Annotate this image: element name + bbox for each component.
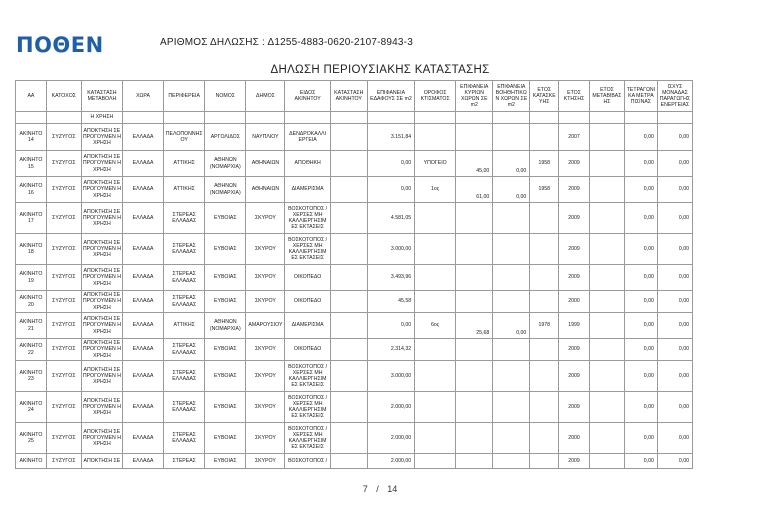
table-cell — [415, 124, 456, 151]
table-cell: ΑΚΙΝΗΤΟ 17 — [16, 203, 47, 234]
table-cell — [456, 124, 493, 151]
table-cell — [589, 124, 624, 151]
table-cell: ΕΥΒΟΙΑΣ — [205, 339, 246, 361]
table-cell: ΣΥΖΥΓΟΣ — [46, 291, 81, 313]
table-row — [16, 234, 693, 265]
table-cell — [493, 291, 530, 313]
table-cell: ΕΛΛΑΔΑ — [122, 291, 163, 313]
table-cell: ΑΘΗΝΩΝ (ΝΟΜΑΡΧΙΑ) — [205, 151, 246, 177]
table-cell: ΑΠΟΚΤΗΣΗ ΣΕ ΠΡΟΓΟΥΜΕΝ Η ΧΡΗΣΗ — [81, 265, 122, 291]
table-cell: 0,00 — [624, 124, 657, 151]
total-pages: 14 — [387, 484, 398, 494]
table-cell: ΣΥΖΥΓΟΣ — [46, 203, 81, 234]
table-cell: 61,00 — [456, 177, 493, 203]
table-cell — [330, 361, 367, 392]
table-cell: ΣΥΖΥΓΟΣ — [46, 392, 81, 423]
table-cell — [456, 454, 493, 469]
table-row — [16, 361, 693, 392]
table-cell: 0,00 — [367, 313, 414, 339]
table-cell: ΑΠΟΚΤΗΣΗ ΣΕ — [81, 454, 122, 469]
page-indicator — [0, 484, 760, 494]
table-cell: ΣΤΕΡΕΑΣ ΕΛΛΑΔΑΣ — [164, 234, 205, 265]
table-cell — [493, 423, 530, 454]
table-cell — [456, 112, 493, 124]
table-cell — [330, 313, 367, 339]
table-cell — [205, 112, 246, 124]
table-cell: 0,00 — [624, 361, 657, 392]
table-cell — [456, 234, 493, 265]
table-cell: ΑΚΙΝΗΤΟ 20 — [16, 291, 47, 313]
table-cell — [493, 203, 530, 234]
table-cell: 0,00 — [657, 361, 692, 392]
table-cell: 0,00 — [493, 177, 530, 203]
table-cell — [415, 454, 456, 469]
declaration-number: ΑΡΙΘΜΟΣ ΔΗΛΩΣΗΣ : Δ1255-4883-0620-2107-8943-3 — [160, 37, 413, 48]
table-cell — [493, 124, 530, 151]
table-cell: 2.000,00 — [367, 423, 414, 454]
table-cell: 0,00 — [624, 392, 657, 423]
table-row — [16, 265, 693, 291]
table-cell: 6ος — [415, 313, 456, 339]
table-cell: ΑΘΗΝΩΝ (ΝΟΜΑΡΧΙΑ) — [205, 177, 246, 203]
table-cell — [589, 361, 624, 392]
table-cell — [530, 339, 559, 361]
table-cell — [589, 112, 624, 124]
table-cell — [624, 112, 657, 124]
table-cell — [456, 291, 493, 313]
table-cell: ΑΚΙΝΗΤΟ 21 — [16, 313, 47, 339]
table-cell: ΑΚΙΝΗΤΟ 25 — [16, 423, 47, 454]
table-cell: 45,58 — [367, 291, 414, 313]
table-cell: ΥΠΟΓΕΙΟ — [415, 151, 456, 177]
table-cell: ΣΚΥΡΟΥ — [246, 423, 285, 454]
table-cell: ΕΛΛΑΔΑ — [122, 265, 163, 291]
table-cell: 3.493,96 — [367, 265, 414, 291]
table-cell: 2009 — [559, 265, 590, 291]
table-cell: 0,00 — [367, 151, 414, 177]
table-cell — [164, 112, 205, 124]
table-row — [16, 151, 693, 177]
table-cell: 45,00 — [456, 151, 493, 177]
table-cell: 2.000,00 — [367, 454, 414, 469]
table-cell: ΝΑΥΠΛΙΟΥ — [246, 124, 285, 151]
table-cell: 2009 — [559, 392, 590, 423]
table-cell: ΑΤΤΙΚΗΣ — [164, 313, 205, 339]
table-cell — [415, 423, 456, 454]
table-cell — [456, 361, 493, 392]
table-cell: ΕΛΛΑΔΑ — [122, 392, 163, 423]
table-cell — [493, 112, 530, 124]
table-cell — [330, 454, 367, 469]
table-cell — [415, 392, 456, 423]
table-cell — [657, 112, 692, 124]
table-cell: ΑΤΤΙΚΗΣ — [164, 177, 205, 203]
table-cell — [530, 124, 559, 151]
table-row — [16, 423, 693, 454]
table-cell: ΕΛΛΑΔΑ — [122, 151, 163, 177]
column-header: ΧΩΡΑ — [122, 81, 163, 112]
table-cell: 0,00 — [493, 151, 530, 177]
table-row — [16, 454, 693, 469]
table-cell — [46, 112, 81, 124]
table-cell: ΑΚΙΝΗΤΟ 19 — [16, 265, 47, 291]
table-cell — [415, 112, 456, 124]
table-cell — [415, 339, 456, 361]
table-cell: ΣΥΖΥΓΟΣ — [46, 151, 81, 177]
table-cell — [285, 112, 330, 124]
table-row — [16, 339, 693, 361]
table-cell: 0,00 — [624, 265, 657, 291]
table-cell: ΣΥΖΥΓΟΣ — [46, 313, 81, 339]
table-cell: 0,00 — [624, 203, 657, 234]
table-cell: 0,00 — [624, 177, 657, 203]
table-cell: ΑΠΟΘΗΚΗ — [285, 151, 330, 177]
table-cell: ΔΙΑΜΕΡΙΣΜΑ — [285, 313, 330, 339]
table-cell: ΣΚΥΡΟΥ — [246, 291, 285, 313]
table-cell — [589, 203, 624, 234]
table-cell: ΣΚΥΡΟΥ — [246, 454, 285, 469]
table-cell — [530, 265, 559, 291]
table-cell: 2000 — [559, 423, 590, 454]
table-cell: ΑΚΙΝΗΤΟ 18 — [16, 234, 47, 265]
table-cell: ΑΘΗΝΩΝ (ΝΟΜΑΡΧΙΑ) — [205, 313, 246, 339]
table-cell — [415, 291, 456, 313]
table-cell: 2007 — [559, 124, 590, 151]
table-cell — [456, 265, 493, 291]
table-cell — [122, 112, 163, 124]
table-cell: 1999 — [559, 313, 590, 339]
table-cell — [589, 151, 624, 177]
table-cell: ΒΟΣΚΟΤΟΠΟΣ / ΧΕΡΣΕΣ ΜΗ ΚΑΛΛΙΕΡΓΗΣΙΜ ΕΣ ΕΚΤΑΣΕΙΣ — [285, 234, 330, 265]
table-cell — [415, 203, 456, 234]
table-cell — [330, 339, 367, 361]
table-cell — [415, 361, 456, 392]
table-cell — [530, 234, 559, 265]
table-cell: ΕΥΒΟΙΑΣ — [205, 203, 246, 234]
table-cell — [530, 392, 559, 423]
table-cell — [530, 361, 559, 392]
table-cell: ΕΛΛΑΔΑ — [122, 313, 163, 339]
table-cell: ΑΘΗΝΑΙΩΝ — [246, 177, 285, 203]
table-row — [16, 313, 693, 339]
table-cell — [493, 361, 530, 392]
table-cell: 0,00 — [657, 265, 692, 291]
table-cell: 2009 — [559, 454, 590, 469]
table-cell: 0,00 — [493, 313, 530, 339]
table-row — [16, 124, 693, 151]
table-cell: 3.000,00 — [367, 361, 414, 392]
table-cell: ΑΠΟΚΤΗΣΗ ΣΕ ΠΡΟΓΟΥΜΕΝ Η ΧΡΗΣΗ — [81, 124, 122, 151]
table-cell: ΕΛΛΑΔΑ — [122, 124, 163, 151]
table-cell: 0,00 — [657, 423, 692, 454]
table-cell — [330, 423, 367, 454]
column-header: ΕΤΟΣ ΚΑΤΑΣΚΕΥΗΣ — [530, 81, 559, 112]
column-header: ΝΟΜΟΣ — [205, 81, 246, 112]
table-cell: ΣΤΕΡΕΑΣ ΕΛΛΑΔΑΣ — [164, 339, 205, 361]
table-cell — [415, 234, 456, 265]
table-cell: ΔΙΑΜΕΡΙΣΜΑ — [285, 177, 330, 203]
table-cell: ΣΤΕΡΕΑΣ ΕΛΛΑΔΑΣ — [164, 423, 205, 454]
table-cell: 0,00 — [657, 177, 692, 203]
table-cell — [589, 423, 624, 454]
table-cell — [330, 291, 367, 313]
table-cell: 4.581,05 — [367, 203, 414, 234]
table-cell: 0,00 — [657, 151, 692, 177]
assets-table — [15, 80, 693, 469]
table-cell: ΕΛΛΑΔΑ — [122, 339, 163, 361]
table-cell: ΠΕΛΟΠΟΝΝΗΣ ΟΥ — [164, 124, 205, 151]
table-cell — [330, 265, 367, 291]
column-header: ΕΠΙΦΑΝΕΙΑ ΕΔΑΦΟΥΣ ΣΕ m2 — [367, 81, 414, 112]
table-cell: ΕΛΛΑΔΑ — [122, 203, 163, 234]
table-cell — [493, 339, 530, 361]
column-header: ΙΣΧΥΣ ΜΟΝΑΔΑΣ ΠΑΡΑΓΩΓΗΣ ΕΝΕΡΓΕΙΑΣ — [657, 81, 692, 112]
table-cell: ΣΤΕΡΕΑΣ — [164, 454, 205, 469]
column-header: ΕΤΟΣ ΜΕΤΑΒΙΒΑΣΗΣ — [589, 81, 624, 112]
table-cell: 2009 — [559, 339, 590, 361]
table-cell: 0,00 — [657, 392, 692, 423]
table-cell: 0,00 — [657, 339, 692, 361]
table-cell: ΕΥΒΟΙΑΣ — [205, 361, 246, 392]
table-cell: ΑΠΟΚΤΗΣΗ ΣΕ ΠΡΟΓΟΥΜΕΝ Η ΧΡΗΣΗ — [82, 292, 121, 311]
table-cell: ΕΥΒΟΙΑΣ — [205, 234, 246, 265]
table-cell: ΣΚΥΡΟΥ — [246, 361, 285, 392]
table-row — [16, 112, 693, 124]
table-cell — [589, 339, 624, 361]
table-cell: ΑΘΗΝΑΙΩΝ — [246, 151, 285, 177]
app-logo: ΠΟΘΕΝ — [16, 33, 104, 57]
column-header: ΤΕΤΡΑΓΩΝΙΚΑ ΜΕΤΡΑ ΠΙΣΙΝΑΣ — [624, 81, 657, 112]
table-header-row — [16, 81, 693, 112]
table-cell: ΣΥΖΥΓΟΣ — [46, 265, 81, 291]
table-cell: 0,00 — [657, 203, 692, 234]
table-cell: ΣΚΥΡΟΥ — [246, 265, 285, 291]
table-cell: 0,00 — [624, 234, 657, 265]
table-cell: 3.151,84 — [367, 124, 414, 151]
table-cell: ΣΤΕΡΕΑΣ ΕΛΛΑΔΑΣ — [164, 265, 205, 291]
table-cell: 0,00 — [657, 291, 692, 313]
table-cell: ΑΚΙΝΗΤΟ 24 — [16, 392, 47, 423]
table-cell: ΑΡΓΟΛΙΔΟΣ — [205, 124, 246, 151]
table-cell: 0,00 — [657, 234, 692, 265]
table-cell: ΑΤΤΙΚΗΣ — [164, 151, 205, 177]
table-cell: 1ος — [415, 177, 456, 203]
table-row — [16, 177, 693, 203]
table-cell — [456, 423, 493, 454]
table-cell: ΟΙΚΟΠΕΔΟ — [285, 339, 330, 361]
table-cell: 0,00 — [657, 313, 692, 339]
table-cell — [530, 454, 559, 469]
table-cell: ΕΛΛΑΔΑ — [122, 234, 163, 265]
table-cell: ΣΥΖΥΓΟΣ — [46, 454, 81, 469]
table-cell: ΕΛΛΑΔΑ — [122, 361, 163, 392]
table-cell: 0,00 — [624, 339, 657, 361]
table-cell: ΒΟΣΚΟΤΟΠΟΣ / ΧΕΡΣΕΣ ΜΗ ΚΑΛΛΙΕΡΓΗΣΙΜ ΕΣ ΕΚΤΑΣΕΙΣ — [285, 392, 330, 423]
table-cell: 0,00 — [624, 454, 657, 469]
table-cell: ΣΥΖΥΓΟΣ — [46, 361, 81, 392]
table-cell: ΣΚΥΡΟΥ — [246, 234, 285, 265]
table-cell: ΑΠΟΚΤΗΣΗ ΣΕ ΠΡΟΓΟΥΜΕΝ Η ΧΡΗΣΗ — [81, 234, 122, 265]
table-cell: 0,00 — [624, 291, 657, 313]
table-cell: ΑΠΟΚΤΗΣΗ ΣΕ ΠΡΟΓΟΥΜΕΝ Η ΧΡΗΣΗ — [81, 203, 122, 234]
table-cell: 2009 — [559, 234, 590, 265]
table-cell: ΑΠΟΚΤΗΣΗ ΣΕ ΠΡΟΓΟΥΜΕΝ Η ΧΡΗΣΗ — [81, 392, 122, 423]
table-cell — [589, 392, 624, 423]
table-cell: ΕΥΒΟΙΑΣ — [205, 423, 246, 454]
table-cell — [589, 177, 624, 203]
table-cell: 2009 — [559, 361, 590, 392]
table-cell — [589, 313, 624, 339]
table-cell — [16, 112, 47, 124]
table-cell — [493, 265, 530, 291]
column-header: ΚΑΤΟΧΟΣ — [46, 81, 81, 112]
table-cell — [330, 124, 367, 151]
table-cell: 0,00 — [624, 151, 657, 177]
column-header: ΠΕΡΙΦΕΡΕΙΑ — [164, 81, 205, 112]
table-cell: ΑΚΙΝΗΤΟ 23 — [16, 361, 47, 392]
table-cell: ΣΥΖΥΓΟΣ — [46, 423, 81, 454]
table-cell: 0,00 — [624, 313, 657, 339]
table-cell: ΣΥΖΥΓΟΣ — [46, 234, 81, 265]
table-cell: ΣΚΥΡΟΥ — [246, 339, 285, 361]
table-cell: ΑΚΙΝΗΤΟ 14 — [16, 124, 47, 151]
page-title: ΔΗΛΩΣΗ ΠΕΡΙΟΥΣΙΑΚΗΣ ΚΑΤΑΣΤΑΣΗΣ — [270, 64, 490, 76]
table-cell: ΣΤΕΡΕΑΣ ΕΛΛΑΔΑΣ — [164, 291, 205, 313]
table-cell: ΑΠΟΚΤΗΣΗ ΣΕ ΠΡΟΓΟΥΜΕΝ Η ΧΡΗΣΗ — [81, 177, 122, 203]
table-cell — [330, 112, 367, 124]
table-cell: ΑΚΙΝΗΤΟ 16 — [16, 177, 47, 203]
table-cell: ΒΟΣΚΟΤΟΠΟΣ / ΧΕΡΣΕΣ ΜΗ ΚΑΛΛΙΕΡΓΗΣΙΜ ΕΣ ΕΚΤΑΣΕΙΣ — [285, 361, 330, 392]
table-cell: 3.000,00 — [367, 234, 414, 265]
table-cell: ΟΙΚΟΠΕΔΟ — [285, 291, 330, 313]
table-cell: ΒΟΣΚΟΤΟΠΟΣ / ΧΕΡΣΕΣ ΜΗ ΚΑΛΛΙΕΡΓΗΣΙΜ ΕΣ ΕΚΤΑΣΕΙΣ — [285, 203, 330, 234]
table-cell — [589, 234, 624, 265]
table-cell: ΑΠΟΚΤΗΣΗ ΣΕ ΠΡΟΓΟΥΜΕΝ Η ΧΡΗΣΗ — [81, 151, 122, 177]
table-cell — [493, 234, 530, 265]
table-cell: 2009 — [559, 203, 590, 234]
table-cell: 2000 — [559, 291, 590, 313]
table-cell — [330, 234, 367, 265]
table-cell: ΑΠΟΚΤΗΣΗ ΣΕ ΠΡΟΓΟΥΜΕΝ Η ΧΡΗΣΗ — [81, 361, 122, 392]
table-row — [16, 203, 693, 234]
table-row — [16, 392, 693, 423]
table-cell — [589, 454, 624, 469]
table-cell — [415, 265, 456, 291]
table-row — [16, 291, 693, 313]
table-cell — [330, 151, 367, 177]
table-cell — [530, 203, 559, 234]
table-cell: ΑΠΟΚΤΗΣΗ ΣΕ ΠΡΟΓΟΥΜΕΝ Η ΧΡΗΣΗ — [81, 313, 122, 339]
table-cell: ΑΚΙΝΗΤΟ 15 — [16, 151, 47, 177]
column-header: ΚΑΤΑΣΤΑΣΗ ΑΚΙΝΗΤΟΥ — [330, 81, 367, 112]
table-cell — [559, 112, 590, 124]
table-cell: ΕΛΛΑΔΑ — [122, 177, 163, 203]
column-header: ΕΙΔΟΣ ΑΚΙΝΗΤΟΥ — [285, 81, 330, 112]
table-cell: 2009 — [559, 151, 590, 177]
table-cell: ΕΛΛΑΔΑ — [122, 454, 163, 469]
table-cell: ΕΥΒΟΙΑΣ — [205, 454, 246, 469]
table-cell: ΕΥΒΟΙΑΣ — [205, 265, 246, 291]
column-header: ΑΑ — [16, 81, 47, 112]
table-cell: ΣΥΖΥΓΟΣ — [46, 177, 81, 203]
column-header: ΕΠΙΦΑΝΕΙΑ ΒΟΗΘΗΤΙΚΩΝ ΧΩΡΩΝ ΣΕ m2 — [493, 81, 530, 112]
table-cell: ΣΚΥΡΟΥ — [246, 392, 285, 423]
table-cell: 25,68 — [456, 313, 493, 339]
table-cell: ΑΠΟΚΤΗΣΗ ΣΕ ΠΡΟΓΟΥΜΕΝ Η ΧΡΗΣΗ — [82, 340, 121, 359]
table-cell: 0,00 — [624, 423, 657, 454]
table-cell: ΔΕΝΔΡΟΚΑΛΛΙ ΕΡΓΕΙΑ — [285, 124, 330, 151]
table-cell — [530, 423, 559, 454]
table-cell: ΟΙΚΟΠΕΔΟ — [285, 265, 330, 291]
column-header: ΚΑΤΑΣΤΑΣΗ ΜΕΤΑΒΟΛΗ — [81, 81, 122, 112]
table-cell — [330, 392, 367, 423]
table-cell: 2.000,00 — [367, 392, 414, 423]
table-cell: ΑΜΑΡΟΥΣΙΟΥ — [246, 313, 285, 339]
table-cell — [456, 392, 493, 423]
table-cell: ΑΠΟΚΤΗΣΗ ΣΕ ΠΡΟΓΟΥΜΕΝ Η ΧΡΗΣΗ — [81, 423, 122, 454]
table-cell: ΑΚΙΝΗΤΟ 22 — [16, 339, 47, 361]
table-cell: ΕΥΒΟΙΑΣ — [205, 291, 246, 313]
table-cell: 2009 — [559, 177, 590, 203]
table-cell: ΣΚΥΡΟΥ — [246, 203, 285, 234]
table-cell: 0,00 — [367, 177, 414, 203]
table-cell — [493, 454, 530, 469]
column-header: ΕΠΙΦΑΝΕΙΑ ΚΥΡΙΩΝ ΧΩΡΩΝ ΣΕ m2 — [456, 81, 493, 112]
table-cell: 0,00 — [657, 454, 692, 469]
table-cell: ΣΤΕΡΕΑΣ ΕΛΛΑΔΑΣ — [164, 203, 205, 234]
table-cell — [589, 265, 624, 291]
table-cell — [367, 112, 414, 124]
table-cell — [330, 203, 367, 234]
table-cell: ΑΚΙΝΗΤΟ — [16, 454, 47, 469]
table-cell: ΒΟΣΚΟΤΟΠΟΣ / — [285, 454, 330, 469]
table-cell: 1958 — [530, 151, 559, 177]
table-cell: ΣΥΖΥΓΟΣ — [46, 339, 81, 361]
table-cell — [530, 291, 559, 313]
table-cell: ΕΥΒΟΙΑΣ — [205, 392, 246, 423]
page-separator: / — [376, 484, 379, 494]
table-cell — [456, 203, 493, 234]
table-cell: ΣΥΖΥΓΟΣ — [46, 124, 81, 151]
column-header: ΕΤΟΣ ΚΤΗΣΗΣ — [559, 81, 590, 112]
table-cell: ΒΟΣΚΟΤΟΠΟΣ / ΧΕΡΣΕΣ ΜΗ ΚΑΛΛΙΕΡΓΗΣΙΜ ΕΣ ΕΚΤΑΣΕΙΣ — [285, 423, 330, 454]
table-cell — [493, 392, 530, 423]
table-cell — [330, 177, 367, 203]
table-cell — [456, 339, 493, 361]
column-header: ΟΡΟΦΟΣ ΚΤΙΣΜΑΤΟΣ — [415, 81, 456, 112]
column-header: ΔΗΜΟΣ — [246, 81, 285, 112]
table-cell: ΣΤΕΡΕΑΣ ΕΛΛΑΔΑΣ — [164, 392, 205, 423]
table-cell: 1958 — [530, 177, 559, 203]
table-cell — [589, 291, 624, 313]
table-cell: 1978 — [530, 313, 559, 339]
table-cell: 2.314,32 — [367, 339, 414, 361]
table-cell — [246, 112, 285, 124]
table-cell: ΣΤΕΡΕΑΣ ΕΛΛΑΔΑΣ — [164, 361, 205, 392]
current-page: 7 — [362, 484, 368, 494]
table-cell — [530, 112, 559, 124]
table-cell: ΕΛΛΑΔΑ — [122, 423, 163, 454]
table-cell: Η ΧΡΗΣΗ — [81, 112, 122, 124]
table-cell: 0,00 — [657, 124, 692, 151]
